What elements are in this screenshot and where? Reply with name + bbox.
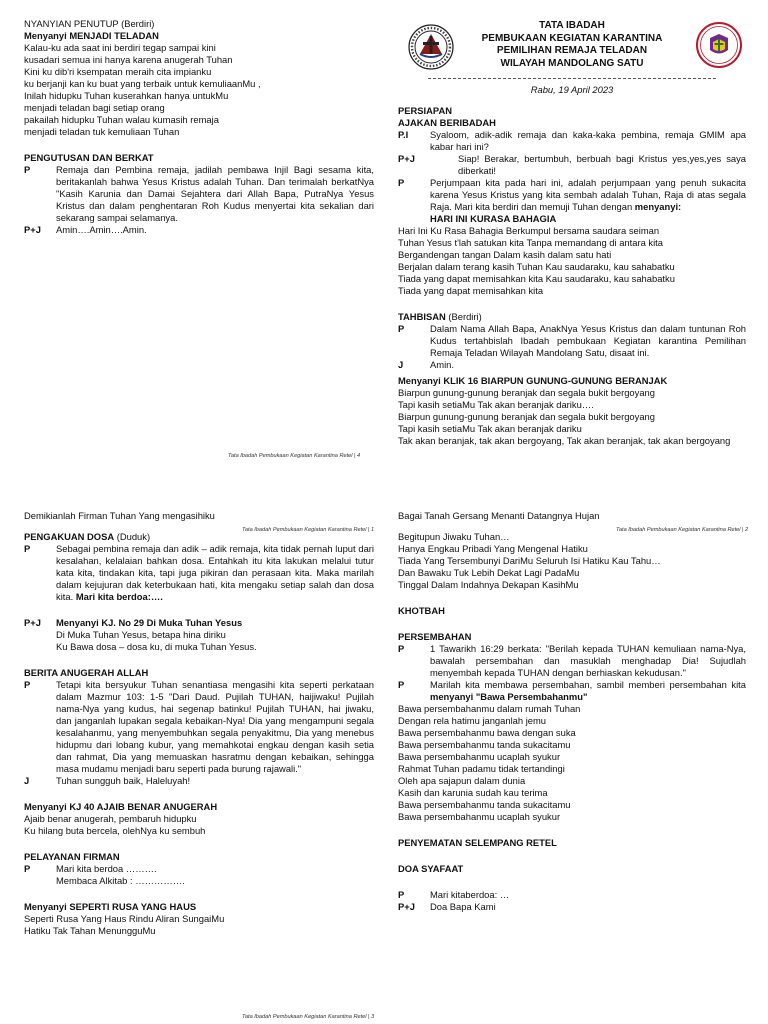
service-date: Rabu, 19 April 2023 (530, 84, 614, 95)
lyric-line: Biarpun gunung-gunung beranjak dan segala bukit bergoyang (398, 411, 655, 422)
sash-heading: PENYEMATAN SELEMPANG RETEL (398, 837, 557, 848)
speaker-tag: P (398, 679, 405, 690)
speaker-tag: P.I (398, 129, 409, 140)
invite-3 (398, 177, 746, 225)
lyric-line: pakailah hidupku Tuhan walau kumasih remaja (24, 114, 219, 125)
closing-song-heading: NYANYIAN PENUTUP (Berdiri) (24, 18, 155, 29)
song2-lyrics (398, 387, 746, 447)
speaker-tag: P (398, 323, 405, 334)
page-3 (24, 510, 374, 980)
speaker-tag: J (24, 775, 30, 786)
lyric-line: Bawa persembahanmu tanda sukacitamu (398, 739, 571, 750)
lyric-line: Berjalan dalam terang kasih Tuhan Kau saudaraku, kau sahabatku (398, 261, 675, 272)
speaker-tag: P (398, 889, 405, 900)
lyric-line: Bergandengan tangan Dalam kasih dalam satu hati (398, 249, 612, 260)
page-footer: Tata Ibadah Pembukaan Kegiatan Karantina Retel | 2 (616, 527, 749, 533)
lyric-line: Bawa persembahanmu ucaplah syukur (398, 811, 561, 822)
sending-pj (24, 224, 374, 236)
page-footer: Tata Ibadah Pembukaan Kegiatan Karantina Retel | 4 (228, 453, 361, 459)
header-divider (428, 78, 716, 79)
cover-header (398, 18, 746, 76)
lyric-line: Ajaib benar anugerah, pembaruh hidupku (24, 813, 197, 824)
grace-response: Tuhan sungguh baik, Haleluyah! (56, 775, 191, 786)
lyric-line: Bawa persembahanmu bawa dengan suka (398, 727, 576, 738)
lyric-line: Kini ku dib'ri ksempatan meraih cita impianku (24, 66, 212, 77)
lyric-line: Kalau-ku ada saat ini berdiri tegap sampai kini (24, 42, 216, 53)
page-4 (24, 18, 374, 458)
invite-heading: AJAKAN BERIBADAH (398, 117, 496, 128)
title-line: WILAYAH MANDOLANG SATU (500, 57, 644, 69)
closing-song-lyrics (24, 42, 374, 138)
lyric-line: menjadi teladan bagi setiap orang (24, 102, 165, 113)
offering-p2 (398, 679, 746, 703)
song-continuation: Bagai Tanah Gersang Menanti Datangnya Hujan (398, 510, 600, 521)
lyric-line: Tak akan beranjak, tak akan bergoyang, Tak akan beranjak, tak akan bergoyang (398, 435, 731, 446)
prayer-heading: DOA SYAFAAT (398, 863, 464, 874)
prayer-pj (398, 901, 746, 913)
lyric-line: Inilah hidupku Tuhan kuserahkan hanya untukMu (24, 90, 229, 101)
lyric-line: menjadi teladan tuk kemuliaan Tuhan (24, 126, 180, 137)
lyric-line: Tapi kasih setiaMu Tak akan beranjak dariku (398, 423, 582, 434)
speaker-tag: P+J (24, 224, 41, 235)
word-p (24, 863, 374, 887)
page-2 (398, 510, 749, 920)
lyric-line: Dan Bawaku Tuk Lebih Dekat Lagi PadaMu (398, 567, 580, 578)
votum-j (398, 359, 746, 371)
confession-heading: PENGAKUAN DOSA (Duduk) (24, 531, 151, 542)
prayer-p (398, 889, 746, 901)
youth-commission-logo-icon (696, 22, 742, 68)
word-text: Mari kita berdoa ………. Membaca Alkitab : ……………. (56, 863, 185, 886)
offering-p1 (398, 643, 746, 679)
lyric-line: Tinggal Dalam Indahnya Dekapan KasihMu (398, 579, 579, 590)
lyric-line: Dengan rela hatimu janganlah jemu (398, 715, 547, 726)
invite-response: Siap! Berakar, bertumbuh, berbuah bagi Kristus yes,yes,yes saya diberkati! (458, 153, 746, 176)
cover-title (458, 20, 686, 70)
lyric-line: Kasih dan karunia sudah kau terima (398, 787, 548, 798)
lyric-line: Seperti Rusa Yang Haus Rindu Aliran SungaiMu (24, 913, 225, 924)
rusa-title: Menyanyi SEPERTI RUSA YANG HAUS (24, 901, 197, 912)
cover-page (398, 18, 746, 463)
lyric-line: Tiada Yang Tersembunyi DariMu Seluruh Isi Hatiku Kau Tahu… (398, 555, 661, 566)
sending-p (24, 164, 374, 224)
speaker-tag: P (398, 177, 405, 188)
lyric-line: Tuhan Yesus t'lah satukan kita Tanpa memandang di antara kita (398, 237, 663, 248)
votum-heading: TAHBISAN (Berdiri) (398, 311, 482, 322)
title-line: PEMILIHAN REMAJA TELADAN (496, 45, 648, 56)
lyric-line: Hanya Engkau Pribadi Yang Mengenal Hatiku (398, 543, 588, 554)
word-heading: PELAYANAN FIRMAN (24, 851, 120, 862)
grace-j (24, 775, 374, 787)
lyric-line: kusadari semua ini hanya karena anugerah Tuhan (24, 54, 233, 65)
kj40-title: Menyanyi KJ 40 AJAIB BENAR ANUGERAH (24, 801, 218, 812)
offering-text: Marilah kita membawa persembahan, sambil memberi persembahan kita menyanyi "Bawa Persembahanmu" (430, 679, 746, 702)
sermon-heading: KHOTBAH (398, 605, 445, 616)
grace-p (24, 679, 374, 775)
speaker-tag: P+J (24, 617, 41, 628)
confession-p (24, 543, 374, 603)
sending-response: Amin….Amin….Amin. (56, 224, 147, 235)
lyric-line: Ku Bawa dosa – dosa ku, di muka Tuhan Yesus. (56, 641, 257, 652)
page-footer: Tata Ibadah Pembukaan Kegiatan Karantina Retel | 3 (242, 1014, 375, 1020)
song2-title: Menyanyi KLIK 16 BIARPUN GUNUNG-GUNUNG BERANJAK (398, 375, 668, 386)
speaker-tag: P (24, 863, 31, 874)
confession-text: Sebagai pembina remaja dan adik – adik remaja, kita tidak pernah luput dari kesalahan, kelalaian bahkan dosa. Entahkah itu kita lakukan melalui tutur kata kita, tindakan kita, tapi juga pikiran dan perasaan kita. Maka marilah dalam kejujuran dak keterbukaan hati, kita mengaku setiap salah dan dosa kita. Mari kita berdoa:…. (56, 543, 374, 602)
offering-heading: PERSEMBAHAN (398, 631, 472, 642)
offering-text: 1 Tawarikh 16:29 berkata: "Berilah kepada TUHAN kemuliaan nama-Nya, bawalah persembahan dan masuklah menghadap Dia! Sujudlah menyembah kepada TUHAN dengan berhiaskan kekudusan." (430, 643, 746, 678)
speaker-tag: P (398, 643, 405, 654)
lyric-line: Hari Ini Ku Rasa Bahagia Berkumpul bersama saudara seiman (398, 225, 660, 236)
speaker-tag: P+J (398, 153, 415, 164)
grace-text: Tetapi kita bersyukur Tuhan senantiasa mengasihi kita seperti perkataan dalam Mazmur 103: 1-5 "Dari Daud. Pujilah TUHAN, haijiwaku! Pujilah nama-Nya yang kudus, hai segenap batinku! Pujilah TUHAN, hai jiwaku, dan janganlah lupakan segala kebaikan-Nya! Dia yang mengampuni segala kesalahanmu, yang menyembuhkan segala penyakitmu, Dia yang menebus hidupmu dari lobang kubur, yang memahkotai engkau dengan kasih setia dan rahmat, Dia yang memuaskan hasratmu dengan kebaikan, sehingga masa mudamu menjadi baru seperti pada burung rajawali." (56, 679, 374, 774)
prep-heading: PERSIAPAN (398, 105, 453, 116)
invite-text: Syaloom, adik-adik remaja dan kaka-kaka pembina, remaja GMIM apa kabar hari ini? (430, 129, 746, 152)
prayer-response: Doa Bapa Kami (430, 901, 496, 912)
votum-p (398, 323, 746, 359)
prayer-text: Mari kitaberdoa: … (430, 889, 510, 900)
sending-heading: PENGUTUSAN DAN BERKAT (24, 152, 154, 163)
title-line: TATA IBADAH (539, 20, 605, 31)
lyric-line: Di Muka Tuhan Yesus, betapa hina diriku (56, 629, 226, 640)
lyric-line: Ku hilang buta bercela, olehNya ku sembuh (24, 825, 206, 836)
lyric-line: Tiada yang dapat memisahkan kita Kau saudaraku, kau sahabatku (398, 273, 675, 284)
speaker-tag: P+J (398, 901, 415, 912)
offering-song-lyrics (398, 703, 746, 823)
speaker-tag: P (24, 679, 31, 690)
song-title: HARI INI KURASA BAHAGIA (430, 213, 557, 224)
lyric-line: Biarpun gunung-gunung beranjak dan segala bukit bergoyang (398, 387, 655, 398)
lyric-line: Begitupun Jiwaku Tuhan… (398, 531, 510, 542)
speaker-tag: P (24, 164, 31, 175)
rusa-lyrics-continued (398, 531, 746, 591)
sending-text: Remaja dan Pembina remaja, jadilah pembawa Injil Bagi sesama kita, beritakanlah bahwa Yesus Kristus adalah Tuhan. Dan terimalah berkatNya "Kasih Karunia dan Damai Sejahtera dari Allah Bapa, PutraNya Yesus Kristus dan dalam penghentaran Roh Kudus menyertai kita sekalian dari sekarang sampai selamanya. (56, 164, 374, 223)
lyric-line: Tapi kasih setiaMu Tak akan beranjak dariku…. (398, 399, 594, 410)
speaker-tag: P (24, 543, 31, 554)
song-title: Menyanyi KJ. No 29 Di Muka Tuhan Yesus (56, 617, 243, 628)
lyric-line: Bawa persembahanmu ucaplah syukur (398, 751, 561, 762)
invite-text: Perjumpaan kita pada hari ini, adalah perjumpaan yang penuh sukacita karena Yesus Kristus yang kita sembah adalah Tuhan, Raja di atas segala Raja. Mari kita berdiri dan memuji Tuhan dengan menyanyi: HARI INI KURASA BAHAGIA (430, 177, 746, 224)
lyric-line: Hatiku Tak Tahan MenungguMu (24, 925, 156, 936)
invite-1 (398, 129, 746, 153)
opening-song-lyrics (398, 225, 746, 297)
word-response: Demikianlah Firman Tuhan Yang mengasihiku (24, 510, 215, 521)
lyric-line: Oleh apa sajapun dalam dunia (398, 775, 526, 786)
lyric-line: Tiada yang dapat memisahkan kita (398, 285, 544, 296)
kj29 (24, 617, 374, 629)
lyric-line: Rahmat Tuhan padamu tidak tertandingi (398, 763, 565, 774)
closing-song-name: Menyanyi MENJADI TELADAN (24, 30, 159, 41)
votum-response: Amin. (430, 359, 454, 370)
gmim-emblem-icon (408, 24, 454, 70)
lyric-line: Bawa persembahanmu dalam rumah Tuhan (398, 703, 581, 714)
page-footer: Tata Ibadah Pembukaan Kegiatan Karantina Retel | 1 (242, 527, 375, 533)
votum-text: Dalam Nama Allah Bapa, AnakNya Yesus Kristus dan dalam tuntunan Roh Kudus tertahbislah Ibadah pembukaan Kegiatan karantina Pemilihan Remaja Teladan Wilayah Mandolang Satu, disaat ini. (430, 323, 746, 358)
invite-2 (398, 153, 746, 177)
title-line: PEMBUKAAN KEGIATAN KARANTINA (481, 32, 663, 44)
lyric-line: ku berjanji kan ku buat yang terbaik untuk kemuliaanMu , (24, 78, 261, 89)
lyric-line: Bawa persembahanmu tanda sukacitamu (398, 799, 571, 810)
grace-heading: BERITA ANUGERAH ALLAH (24, 667, 149, 678)
speaker-tag: J (398, 359, 404, 370)
